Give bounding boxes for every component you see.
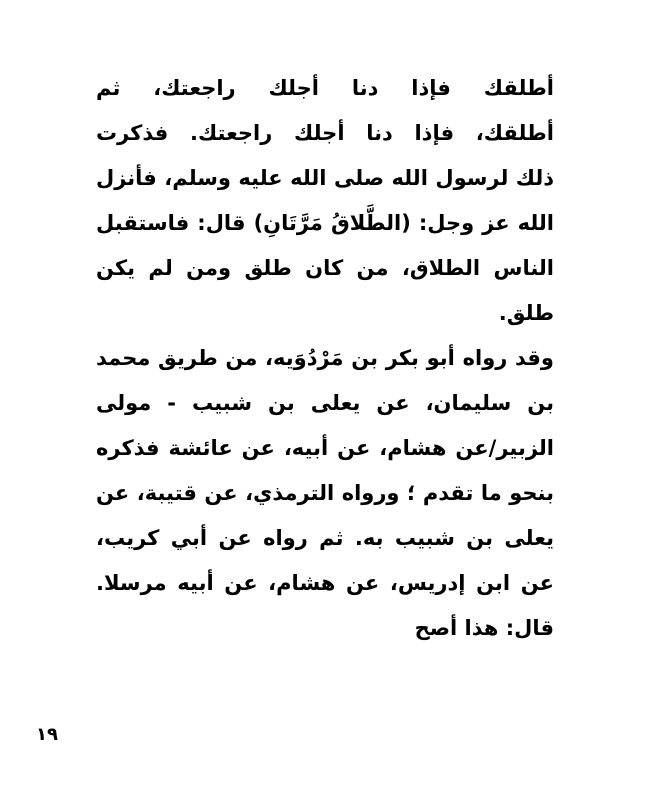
text-line: بن سليمان، عن يعلى بن شبيب - مولى bbox=[96, 391, 554, 415]
text-line: بنحو ما تقدم ؛ ورواه الترمذي، عن قتيبة، عن bbox=[96, 481, 554, 505]
text-line: طلق. bbox=[498, 301, 554, 325]
text-line: عن ابن إدريس، عن هشام، عن أبيه مرسلا. bbox=[96, 571, 554, 595]
text-line: أطلقك، فإذا دنا أجلك راجعتك. فذكرت bbox=[96, 121, 554, 145]
text-line: قال: هذا أصح bbox=[414, 616, 554, 640]
page-number: ١٩ bbox=[36, 724, 58, 745]
text-line: وقد رواه أبو بكر بن مَرْدُوَيه، من طريق محمد bbox=[96, 346, 554, 370]
text-line: الناس الطلاق، من كان طلق ومن لم يكن bbox=[96, 256, 554, 280]
text-line: ذلك لرسول الله صلى الله عليه وسلم، فأنزل bbox=[96, 166, 554, 190]
text-line: أطلقك فإذا دنا أجلك راجعتك، ثم bbox=[96, 76, 554, 100]
text-line: الله عز وجل: (الطَّلاقُ مَرَّتَانِ) قال: فاستقبل bbox=[96, 211, 554, 235]
text-line: يعلى بن شبيب به. ثم رواه عن أبي كريب، bbox=[96, 526, 554, 550]
text-line: الزبير/عن هشام، عن أبيه، عن عائشة فذكره bbox=[96, 436, 554, 460]
body-text bbox=[96, 66, 554, 651]
